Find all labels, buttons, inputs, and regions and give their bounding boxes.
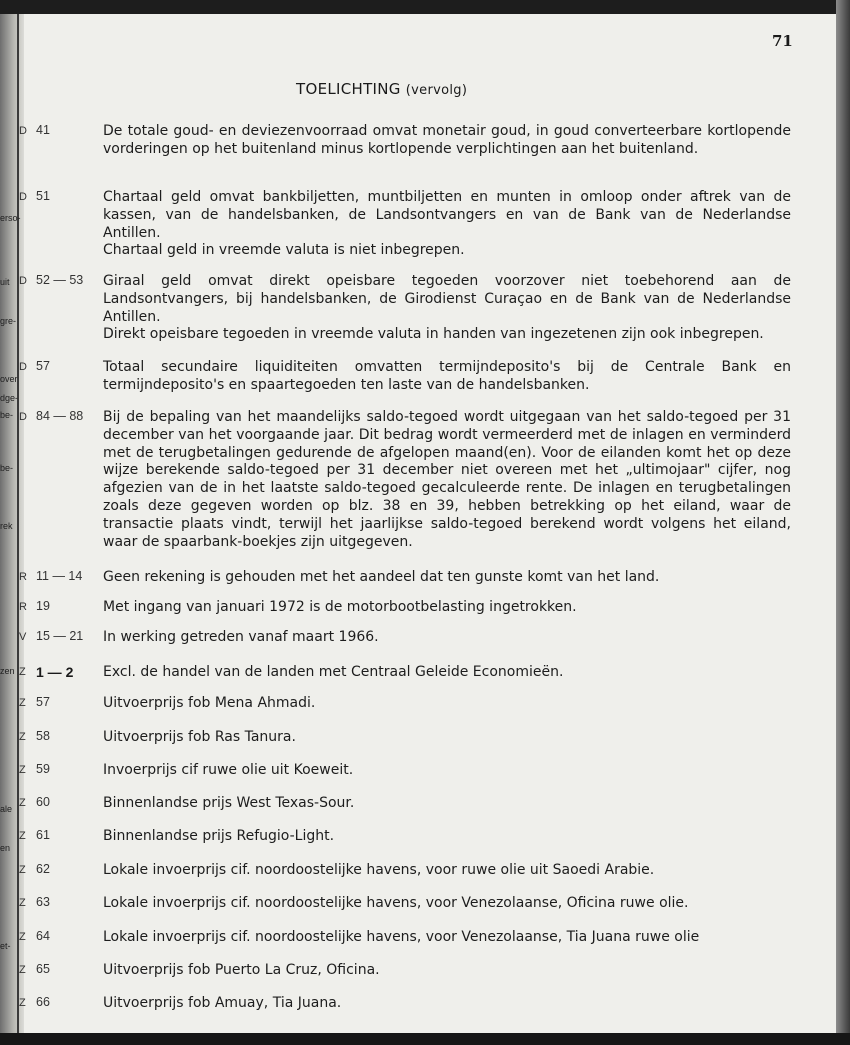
note-reference: 61 bbox=[36, 828, 50, 842]
note-text bbox=[103, 795, 791, 813]
gutter-mark: D bbox=[19, 411, 27, 423]
gutter-mark: Z bbox=[19, 666, 26, 678]
note-paragraph: Chartaal geld omvat bankbiljetten, muntbiljetten en munten in omloop onder aftrek van de kassen, van de handelsbanken, de Landsontvangers en van de Bank van de Nederlandse Antillen. bbox=[103, 189, 791, 241]
note-text bbox=[103, 995, 791, 1013]
note-paragraph: In werking getreden vanaf maart 1966. bbox=[103, 629, 379, 645]
gutter-mark: Z bbox=[19, 697, 26, 709]
note-paragraph: Uitvoerprijs fob Amuay, Tia Juana. bbox=[103, 995, 342, 1011]
note-text bbox=[103, 895, 791, 913]
note-paragraph: Uitvoerprijs fob Puerto La Cruz, Oficina. bbox=[103, 962, 380, 978]
note-reference: 19 bbox=[36, 599, 50, 613]
gutter-fragment: be- bbox=[0, 463, 14, 473]
gutter-fragment: uit bbox=[0, 277, 10, 287]
gutter-mark: V bbox=[19, 631, 27, 643]
note-reference: 64 bbox=[36, 929, 50, 943]
note-text bbox=[103, 828, 791, 846]
gutter-fragment: rek bbox=[0, 521, 13, 531]
note-paragraph: Totaal secundaire liquiditeiten omvatten termijndeposito's bij de Centrale Bank en termijndeposito's en spaartegoeden ten laste van de handelsbanken. bbox=[103, 359, 791, 393]
gutter-fragment: over bbox=[0, 374, 18, 384]
note-text bbox=[103, 599, 791, 617]
heading-subtitle: (vervolg) bbox=[405, 83, 468, 98]
note-paragraph: Direkt opeisbare tegoeden in vreemde valuta in handen van ingezetenen zijn ook inbegrepen. bbox=[103, 326, 764, 343]
note-paragraph: De totale goud- en deviezenvoorraad omvat monetair goud, in goud converteerbare kortlopende vorderingen op het buitenland minus kortlopende verplichtingen aan het buitenland. bbox=[103, 123, 791, 157]
page-number: 71 bbox=[772, 32, 793, 50]
page-heading bbox=[296, 80, 467, 98]
gutter-fragment: gre- bbox=[0, 316, 17, 326]
note-text bbox=[103, 273, 791, 344]
note-paragraph: Uitvoerprijs fob Ras Tanura. bbox=[103, 729, 296, 745]
note-text bbox=[103, 962, 791, 980]
note-paragraph: Invoerprijs cif ruwe olie uit Koeweit. bbox=[103, 762, 354, 778]
note-reference: 59 bbox=[36, 762, 50, 776]
note-reference: 1 — 2 bbox=[36, 664, 74, 680]
note-reference: 51 bbox=[36, 189, 50, 203]
note-reference: 15 — 21 bbox=[36, 629, 84, 643]
note-text bbox=[103, 569, 791, 587]
gutter-fragment: be- bbox=[0, 410, 14, 420]
gutter-mark: D bbox=[19, 275, 27, 287]
note-text bbox=[103, 123, 791, 159]
gutter-fragment: ale bbox=[0, 804, 13, 814]
note-paragraph: Geen rekening is gehouden met het aandeel dat ten gunste komt van het land. bbox=[103, 569, 660, 585]
note-reference: 52 — 53 bbox=[36, 273, 84, 287]
note-reference: 63 bbox=[36, 895, 50, 909]
gutter-mark: R bbox=[19, 601, 27, 613]
scan-top-border bbox=[0, 0, 850, 14]
note-paragraph: Giraal geld omvat direkt opeisbare tegoeden voorzover niet toebehorend aan de Landsontvangers, bij handelsbanken, de Girodienst Curaçao en de Bank van de Nederlandse Antillen. bbox=[103, 273, 791, 325]
note-text bbox=[103, 629, 791, 647]
note-reference: 65 bbox=[36, 962, 50, 976]
gutter-fragment: en bbox=[0, 843, 11, 853]
note-paragraph: Chartaal geld in vreemde valuta is niet inbegrepen. bbox=[103, 242, 465, 259]
note-paragraph: Lokale invoerprijs cif. noordoostelijke havens, voor Venezolaanse, Tia Juana ruwe olie bbox=[103, 929, 700, 945]
note-paragraph: Bij de bepaling van het maandelijks saldo-tegoed wordt uitgegaan van het saldo-tegoed per 31 december van het voorgaande jaar. Dit bedrag wordt vermeerderd met de inlagen en verminderd met de terugbetalingen gedurende de afgelopen maand(en). Voor de eilanden komt het op deze wijze berekende saldo-tegoed per 31 december niet overeen met het „ultimojaar" cijfer, nog afgezien van de in het laatste saldo-tegoed gecalculeerde rente. De inlagen en terugbetalingen zoals deze gegeven worden op blz. 38 en 39, hebben betrekking op het eiland, waar de transactie plaats vindt, terwijl het jaarlijkse saldo-tegoed berekend wordt volgens het eiland, waar de spaarbank-boekjes zijn uitgegeven. bbox=[103, 409, 791, 550]
gutter-mark: Z bbox=[19, 864, 26, 876]
note-paragraph: Binnenlandse prijs West Texas-Sour. bbox=[103, 795, 355, 811]
gutter-fragment: zen bbox=[0, 666, 15, 676]
note-reference: 41 bbox=[36, 123, 50, 137]
gutter-fragment: et- bbox=[0, 941, 11, 951]
gutter-mark: D bbox=[19, 191, 27, 203]
gutter-mark: Z bbox=[19, 897, 26, 909]
note-text bbox=[103, 862, 791, 880]
note-paragraph: Lokale invoerprijs cif. noordoostelijke havens, voor Venezolaanse, Oficina ruwe olie. bbox=[103, 895, 689, 911]
heading-title: TOELICHTING bbox=[296, 80, 401, 98]
gutter-mark: Z bbox=[19, 830, 26, 842]
gutter-mark: D bbox=[19, 361, 27, 373]
gutter-fragment: dge- bbox=[0, 393, 19, 403]
note-reference: 11 — 14 bbox=[36, 569, 83, 583]
binding-line bbox=[17, 0, 19, 1033]
note-reference: 57 bbox=[36, 695, 50, 709]
gutter-mark: Z bbox=[19, 931, 26, 943]
note-text bbox=[103, 762, 791, 780]
gutter-mark: Z bbox=[19, 731, 26, 743]
scan-right-border bbox=[836, 0, 850, 1045]
note-text bbox=[103, 695, 791, 713]
note-paragraph: Binnenlandse prijs Refugio-Light. bbox=[103, 828, 335, 844]
note-text bbox=[103, 359, 791, 395]
note-paragraph: Met ingang van januari 1972 is de motorbootbelasting ingetrokken. bbox=[103, 599, 577, 615]
note-reference: 57 bbox=[36, 359, 50, 373]
scan-bottom-border bbox=[0, 1033, 850, 1045]
note-text bbox=[103, 729, 791, 747]
note-reference: 84 — 88 bbox=[36, 409, 84, 423]
gutter-mark: R bbox=[19, 571, 27, 583]
gutter-fragment: erso- bbox=[0, 213, 21, 223]
note-paragraph: Uitvoerprijs fob Mena Ahmadi. bbox=[103, 695, 316, 711]
gutter-mark: Z bbox=[19, 964, 26, 976]
note-reference: 58 bbox=[36, 729, 50, 743]
gutter-mark: Z bbox=[19, 764, 26, 776]
note-text bbox=[103, 929, 791, 947]
note-paragraph: Lokale invoerprijs cif. noordoostelijke havens, voor ruwe olie uit Saoedi Arabie. bbox=[103, 862, 655, 878]
note-text bbox=[103, 189, 791, 260]
note-text bbox=[103, 664, 791, 682]
binding-gutter bbox=[0, 0, 27, 1033]
note-paragraph: Excl. de handel van de landen met Centraal Geleide Economieën. bbox=[103, 664, 564, 680]
note-reference: 66 bbox=[36, 995, 50, 1009]
gutter-mark: D bbox=[19, 125, 27, 137]
gutter-mark: Z bbox=[19, 997, 26, 1009]
note-reference: 62 bbox=[36, 862, 50, 876]
note-reference: 60 bbox=[36, 795, 50, 809]
note-text bbox=[103, 409, 791, 551]
gutter-mark: Z bbox=[19, 797, 26, 809]
